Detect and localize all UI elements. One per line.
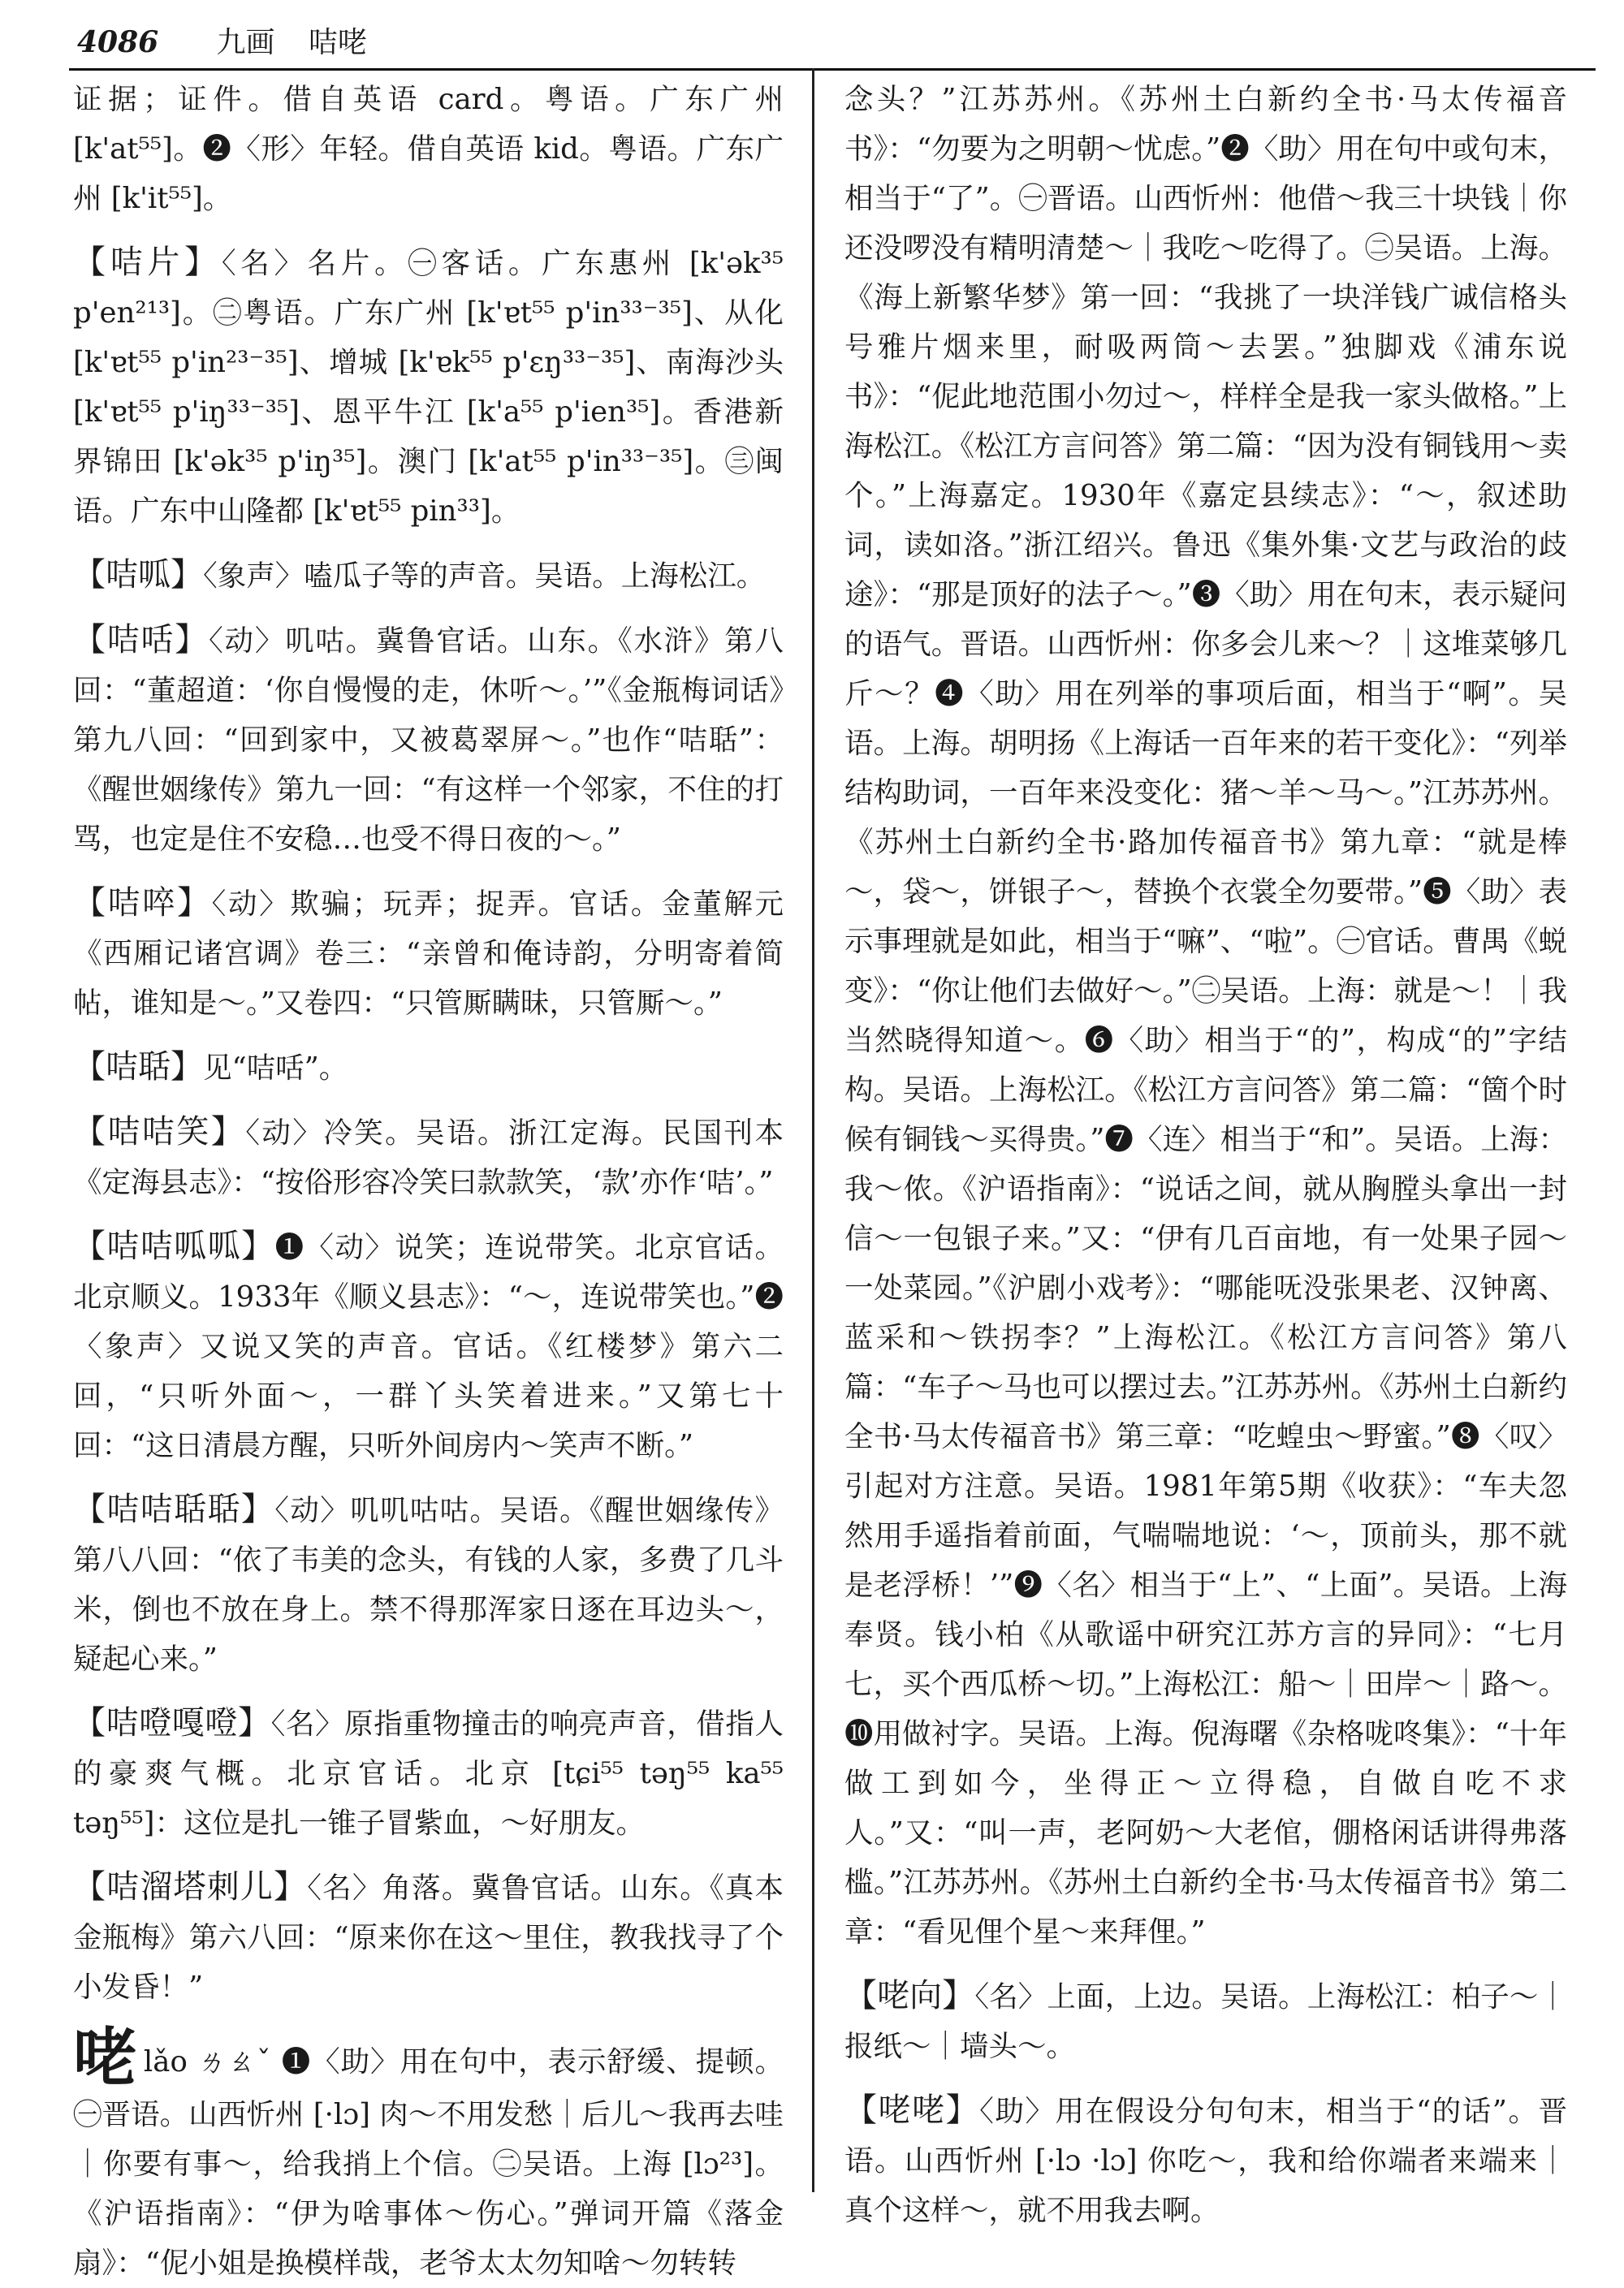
entry-headword: 【咭片】 (73, 244, 222, 281)
entry-text: 念头？”江苏苏州。《苏州土白新约全书·马太传福音书》：“勿要为之明朝～忧虑。”❷〈助〉用在句中或句末，相当于“了”。㊀晋语。山西忻州：他借～我三十块钱｜你还没啰没有精明清楚～｜我吃～吃得了。㊁吴语。上海。《海上新繁华梦》第一回：“我挑了一块洋钱广诚信格头号雅片烟来里，耐吸两筒～去罢。”独脚戏《浦东说书》：“伲此地范围小勿过～，样样全是我一家头做格。”上海松江。《松江方言问答》第二篇：“因为没有铜钱用～卖个。”上海嘉定。1930年《嘉定县续志》：“～，叙述助词，读如洛。”浙江绍兴。鲁迅《集外集·文艺与政治的歧途》：“那是顶好的法子～。”❸〈助〉用在句末，表示疑问的语气。晋语。山西忻州：你多会儿来～？｜这堆菜够几斤～？❹〈助〉用在列举的事项后面，相当于“啊”。吴语。上海。胡明扬《上海话一百年来的若干变化》：“列举结构助词，一百年来没变化：猪～羊～马～。”江苏苏州。《苏州土白新约全书·路加传福音书》第九章：“就是棒～，袋～，饼银子～，替换个衣裳全勿要带。”❺〈助〉表示事理就是如此，相当于“嘛”、“啦”。㊀官话。曹禺《蜕变》：“你让他们去做好～。”㊁吴语。上海：就是～！｜我当然晓得知道～。❻〈助〉相当于“的”，构成“的”字结构。吴语。上海松江。《松江方言问答》第二篇：“箇个时候有铜钱～买得贵。”❼〈连〉相当于“和”。吴语。上海：我～侬。《沪语指南》：“说话之间，就从胸膛头拿出一封信～一包银子来。”又：“伊有几百亩地，有一处果子园～一处菜园。”《沪剧小戏考》：“哪能呒没张果老、汉钟离、蓝采和～铁拐李？”上海松江。《松江方言问答》第八篇：“车子～马也可以摆过去。”江苏苏州。《苏州土白新约全书·马太传福音书》第三章：“吃蝗虫～野蜜。”❽〈叹〉引起对方注意。吴语。1981年第5期《收获》：“车夫忽然用手遥指着前面，气喘喘地说：‘～，顶前头，那不就是老浮桥！’”❾〈名〉相当于“上”、“上面”。吴语。上海奉贤。钱小柏《从歌谣中研究江苏方言的异同》：“七月七，买个西瓜桥～切。”上海松江：船～｜田岸～｜路～。❿用做衬字。吴语。上海。倪海曙《杂格咙咚集》：“十年做工到如今，坐得正～立得稳，自做自吃不求人。”又：“叫一声，老阿奶～大老倌，倗格闲话讲得弗落槛。”江苏苏州。《苏州土白新约全书·马太传福音书》第二章：“看见俚个星～来拜俚。” (844, 83, 1567, 1949)
right-column (844, 75, 1567, 2235)
dictionary-entry (73, 1043, 784, 1093)
entry-text: 见“咭咶”。 (203, 1051, 348, 1085)
entry-headword: 【咭啐】 (73, 884, 212, 922)
entry-text: 〈象声〉嗑瓜子等的声音。吴语。上海松江。 (203, 559, 766, 593)
entry-text: 〈动〉冷笑。吴语。浙江定海。民国刊本《定海县志》：“按俗形容冷笑曰款款笑，‘款’亦作‘咭’。” (73, 1116, 784, 1199)
dictionary-entry (73, 550, 784, 601)
entry-headword: 【咾向】 (844, 1977, 975, 2014)
entry-text: lǎo ㄌㄠˇ ❶〈助〉用在句中，表示舒缓、提顿。㊀晋语。山西忻州 [·lɔ] 肉～不用发愁｜后儿～我再去哇｜你要有事～，给我捎上个信。㊁吴语。上海 [lɔ²³]。《沪语指南》：“伊为啥事体～伤心。”弹词开篇《落金扇》：“伲小姐是换模样哉，老爷太太勿知啥～勿转转 (73, 2045, 784, 2280)
header-rule (69, 68, 1596, 71)
dictionary-entry (844, 2086, 1567, 2235)
dictionary-entry (844, 1971, 1567, 2071)
entry-text: 〈助〉用在假设分句句末，相当于“的话”。晋语。山西忻州 [·lɔ ·lɔ] 你吃～，我和给你端者来端来｜真个这样～，就不用我去啊。 (844, 2095, 1567, 2227)
entry-text: 〈动〉欺骗；玩弄；捉弄。官话。金董解元《西厢记诸宫调》卷三：“亲曾和俺诗韵，分明寄着简帖，谁知是～。”又卷四：“只管厮瞒昧，只管厮～。” (73, 887, 784, 1020)
entry-text: 〈名〉原指重物撞击的响亮声音，借指人的豪爽气概。北京官话。北京 [tɕi⁵⁵ təŋ⁵⁵ ka⁵⁵ təŋ⁵⁵]：这位是扎一锥子冒紫血，～好朋友。 (73, 1707, 784, 1840)
dictionary-entry (73, 1485, 784, 1684)
continued-text (73, 75, 784, 223)
page-number: 4086 (77, 25, 159, 59)
left-column (73, 75, 784, 2288)
entry-headword: 【咭咶】 (73, 621, 209, 658)
entry-text: 证据；证件。借自英语 card。粤语。广东广州 [k'at⁵⁵]。❷〈形〉年轻。借自英语 kid。粤语。广东广州 [k'it⁵⁵]。 (73, 83, 784, 215)
entry-headword: 【咭咭笑】 (73, 1113, 246, 1150)
entry-text: 〈动〉叽叽咕咕。吴语。《醒世姻缘传》第八八回：“依了韦美的念头，有钱的人家，多费了几斗米，倒也不放在身上。禁不得那浑家日逐在耳边头～，疑起心来。” (73, 1494, 784, 1676)
column-divider (812, 68, 814, 2192)
entry-headword: 【咭呱】 (73, 556, 203, 594)
entry-headword: 【咾咾】 (844, 2092, 980, 2129)
character-headword: 咾 (73, 2021, 137, 2095)
dictionary-entry (73, 1107, 784, 1207)
dictionary-entry (73, 1699, 784, 1848)
entry-headword: 【咭噔嘎噔】 (73, 1704, 271, 1742)
entry-text: 〈名〉上面，上边。吴语。上海松江：柏子～｜报纸～｜墙头～。 (844, 1980, 1567, 2063)
entry-headword: 【咭溜塔刺儿】 (73, 1868, 308, 1906)
section-label: 咭咾 (308, 26, 367, 59)
entry-text: 〈名〉名片。㊀客话。广东惠州 [k'ək³⁵ p'en²¹³]。㊁粤语。广东广州 [k'ɐt⁵⁵ p'in³³⁻³⁵]、从化 [k'ɐt⁵⁵ p'in²³⁻³⁵]、增城 [k'ɐk⁵⁵ p'ɛŋ³³⁻³⁵]、南海沙头 [k'ɐt⁵⁵ p'iŋ³³⁻³⁵]、恩平牛江 [k'a⁵⁵ p'ien³⁵]。香港新界锦田 [k'ək³⁵ p'iŋ³⁵]。澳门 [k'at⁵⁵ p'in³³⁻³⁵]。㊂闽语。广东中山隆都 [k'ɐt⁵⁵ pin³³]。 (73, 247, 784, 528)
dictionary-entry (73, 879, 784, 1028)
page-header (77, 18, 1587, 67)
dictionary-entry (73, 1863, 784, 2012)
entry-text: ❶〈动〉说笑；连说带笑。北京官话。北京顺义。1933年《顺义县志》：“～，连说带笑也。”❷〈象声〉又说又笑的声音。官话。《红楼梦》第六二回，“只听外面～，一群丫头笑着进来。”又第七十回：“这日清晨方醒，只听外间房内～笑声不断。” (73, 1231, 784, 1462)
dictionary-entry (73, 2021, 784, 2288)
entry-text: 〈名〉角落。冀鲁官话。山东。《真本金瓶梅》第六八回：“原来你在这～里住，教我找寻了个小发昏！” (73, 1871, 784, 2004)
dictionary-entry (73, 615, 784, 864)
entry-text: 〈动〉叽咕。冀鲁官话。山东。《水浒》第八回：“董超道：‘你自慢慢的走，休听～。’”《金瓶梅词话》第九八回：“回到家中，又被葛翠屏～。”也作“咭聒”：《醒世姻缘传》第九一回：“有这样一个邻家，不住的打骂，也定是住不安稳…也受不得日夜的～。” (73, 624, 784, 856)
continued-text (844, 75, 1567, 1957)
chapter-label: 九画 (216, 26, 275, 59)
dictionary-entry (73, 1222, 784, 1470)
dictionary-entry (73, 238, 784, 536)
entry-headword: 【咭聒】 (73, 1048, 203, 1086)
entry-headword: 【咭咭呱呱】 (73, 1228, 275, 1265)
entry-headword: 【咭咭聒聒】 (73, 1491, 275, 1528)
